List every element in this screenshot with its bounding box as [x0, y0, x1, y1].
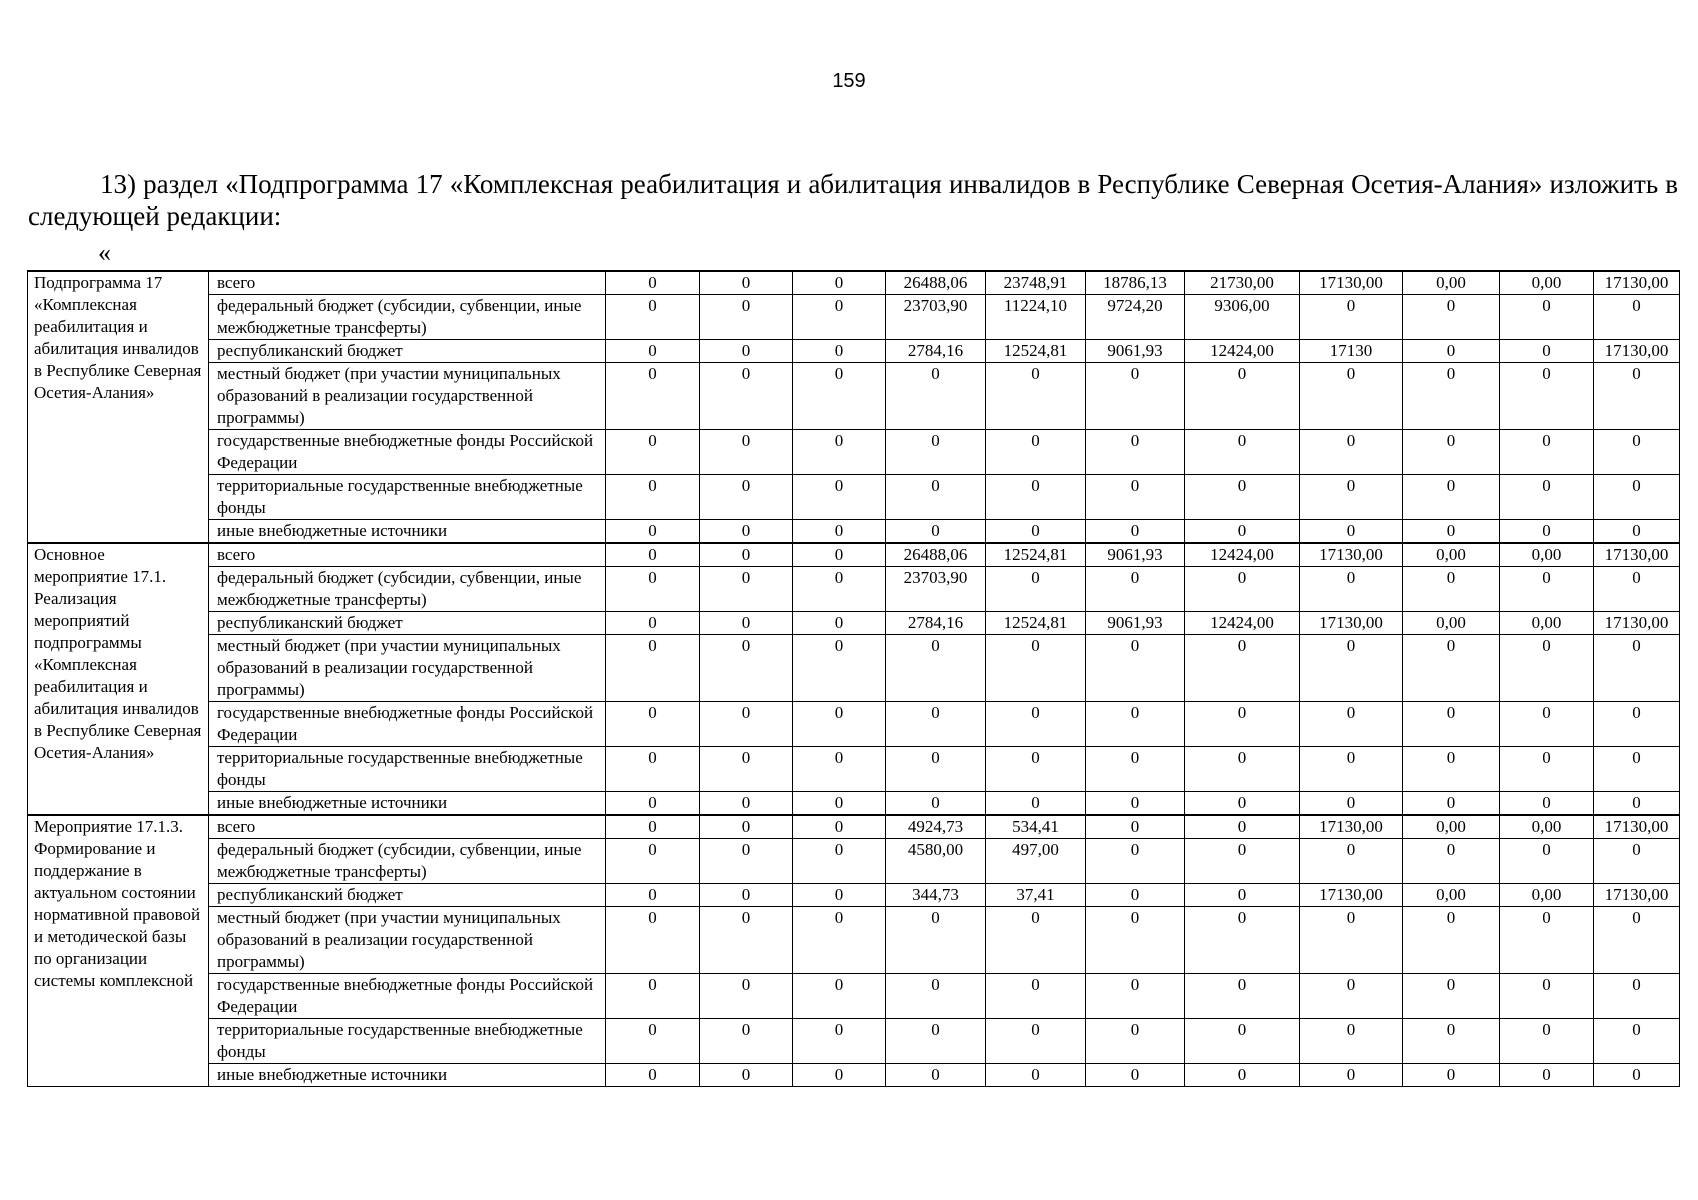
amount-cell: 17130,00 — [1300, 612, 1403, 635]
funding-source-cell: всего — [209, 543, 606, 567]
amount-cell: 0 — [986, 974, 1086, 1019]
amount-cell: 0 — [793, 543, 886, 567]
amount-cell: 0 — [1300, 475, 1403, 520]
amount-cell: 0,00 — [1500, 884, 1594, 907]
amount-cell: 9061,93 — [1086, 340, 1185, 363]
amount-cell: 0 — [793, 747, 886, 792]
amount-cell: 0 — [700, 430, 793, 475]
amount-cell: 0 — [1594, 635, 1680, 702]
amount-cell: 0 — [1086, 747, 1185, 792]
amount-cell: 2784,16 — [886, 612, 986, 635]
amount-cell: 0 — [1403, 702, 1500, 747]
funding-source-cell: всего — [209, 815, 606, 839]
table-row — [28, 543, 1680, 567]
amount-cell: 0 — [606, 567, 700, 612]
amount-cell: 0 — [1300, 1019, 1403, 1064]
amount-cell: 0 — [700, 839, 793, 884]
amount-cell: 0 — [1185, 1064, 1300, 1087]
amount-cell: 0 — [1185, 974, 1300, 1019]
amount-cell: 0 — [700, 271, 793, 295]
amount-cell: 0 — [1086, 567, 1185, 612]
table-row — [28, 612, 1680, 635]
amount-cell: 0 — [793, 271, 886, 295]
amount-cell: 0 — [1403, 839, 1500, 884]
funding-source-cell: государственные внебюджетные фонды Российской Федерации — [209, 702, 606, 747]
amount-cell: 0 — [1086, 475, 1185, 520]
amount-cell: 0 — [1185, 1019, 1300, 1064]
amount-cell: 9061,93 — [1086, 543, 1185, 567]
amount-cell: 26488,06 — [886, 543, 986, 567]
amount-cell: 0,00 — [1403, 884, 1500, 907]
amount-cell: 0 — [1086, 702, 1185, 747]
amount-cell: 0 — [1594, 792, 1680, 816]
amount-cell: 0 — [1500, 635, 1594, 702]
amount-cell: 0 — [1594, 1064, 1680, 1087]
amount-cell: 0 — [700, 635, 793, 702]
amount-cell: 0 — [886, 1019, 986, 1064]
amount-cell: 0 — [1300, 1064, 1403, 1087]
amount-cell: 0 — [700, 907, 793, 974]
amount-cell: 0 — [1500, 907, 1594, 974]
amount-cell: 0 — [1086, 430, 1185, 475]
amount-cell: 0 — [1594, 702, 1680, 747]
table-row — [28, 1064, 1680, 1087]
amount-cell: 0 — [1403, 907, 1500, 974]
amount-cell: 0 — [1500, 702, 1594, 747]
amount-cell: 0 — [1086, 363, 1185, 430]
amount-cell: 0 — [606, 702, 700, 747]
amount-cell: 0 — [700, 1019, 793, 1064]
amount-cell: 0 — [1300, 747, 1403, 792]
amount-cell: 0 — [793, 974, 886, 1019]
amount-cell: 344,73 — [886, 884, 986, 907]
funding-source-cell: иные внебюджетные источники — [209, 792, 606, 816]
amount-cell: 0 — [700, 340, 793, 363]
amount-cell: 0 — [700, 974, 793, 1019]
amount-cell: 0 — [1403, 430, 1500, 475]
page-number: 159 — [832, 70, 866, 92]
amount-cell: 0 — [793, 340, 886, 363]
intro-paragraph — [28, 168, 1678, 232]
amount-cell: 0 — [1500, 839, 1594, 884]
amount-cell: 0 — [1300, 635, 1403, 702]
program-name-cell: Мероприятие 17.1.3. Формирование и поддержание в актуальном состоянии нормативной правовой и методической базы по организации системы комплексной — [28, 815, 209, 1087]
amount-cell: 0 — [1594, 974, 1680, 1019]
amount-cell: 0 — [1300, 839, 1403, 884]
amount-cell: 0 — [793, 363, 886, 430]
amount-cell: 0 — [700, 567, 793, 612]
amount-cell: 0 — [1594, 295, 1680, 340]
funding-source-cell: федеральный бюджет (субсидии, субвенции, иные межбюджетные трансферты) — [209, 567, 606, 612]
amount-cell: 0 — [1185, 839, 1300, 884]
table-row — [28, 271, 1680, 295]
amount-cell: 0 — [886, 747, 986, 792]
amount-cell: 0 — [1185, 520, 1300, 544]
amount-cell: 0 — [700, 612, 793, 635]
amount-cell: 37,41 — [986, 884, 1086, 907]
amount-cell: 0 — [793, 295, 886, 340]
amount-cell: 17130,00 — [1594, 815, 1680, 839]
amount-cell: 534,41 — [986, 815, 1086, 839]
amount-cell: 0 — [986, 520, 1086, 544]
amount-cell: 0 — [1300, 430, 1403, 475]
table-row — [28, 702, 1680, 747]
amount-cell: 0 — [606, 815, 700, 839]
amount-cell: 0 — [1086, 815, 1185, 839]
amount-cell: 0 — [793, 635, 886, 702]
funding-source-cell: республиканский бюджет — [209, 884, 606, 907]
amount-cell: 0 — [793, 839, 886, 884]
amount-cell: 0 — [1300, 520, 1403, 544]
table-row — [28, 363, 1680, 430]
amount-cell: 0 — [700, 747, 793, 792]
table-row — [28, 839, 1680, 884]
amount-cell: 0 — [886, 475, 986, 520]
amount-cell: 0 — [606, 543, 700, 567]
amount-cell: 0,00 — [1500, 543, 1594, 567]
amount-cell: 0 — [793, 1064, 886, 1087]
amount-cell: 0 — [1086, 1019, 1185, 1064]
amount-cell: 0 — [986, 907, 1086, 974]
amount-cell: 21730,00 — [1185, 271, 1300, 295]
amount-cell: 0 — [886, 1064, 986, 1087]
amount-cell: 0 — [1185, 907, 1300, 974]
amount-cell: 0 — [1185, 363, 1300, 430]
amount-cell: 0 — [986, 635, 1086, 702]
amount-cell: 0 — [1403, 295, 1500, 340]
amount-cell: 0 — [1403, 747, 1500, 792]
amount-cell: 12424,00 — [1185, 612, 1300, 635]
amount-cell: 0,00 — [1500, 815, 1594, 839]
amount-cell: 0 — [606, 295, 700, 340]
amount-cell: 0 — [793, 702, 886, 747]
amount-cell: 0 — [1594, 839, 1680, 884]
amount-cell: 0 — [986, 567, 1086, 612]
amount-cell: 0 — [700, 1064, 793, 1087]
amount-cell: 0 — [793, 612, 886, 635]
amount-cell: 0 — [1086, 839, 1185, 884]
amount-cell: 0,00 — [1403, 543, 1500, 567]
amount-cell: 0 — [793, 520, 886, 544]
amount-cell: 0 — [1500, 792, 1594, 816]
amount-cell: 0 — [700, 884, 793, 907]
amount-cell: 17130,00 — [1594, 543, 1680, 567]
amount-cell: 0 — [1403, 363, 1500, 430]
table-row — [28, 815, 1680, 839]
amount-cell: 17130,00 — [1594, 271, 1680, 295]
funding-source-cell: местный бюджет (при участии муниципальных образований в реализации государственной программы) — [209, 907, 606, 974]
amount-cell: 0 — [886, 363, 986, 430]
amount-cell: 0 — [1086, 884, 1185, 907]
amount-cell: 0 — [986, 363, 1086, 430]
funding-source-cell: республиканский бюджет — [209, 612, 606, 635]
amount-cell: 0 — [700, 792, 793, 816]
amount-cell: 0 — [1500, 520, 1594, 544]
amount-cell: 0 — [986, 792, 1086, 816]
amount-cell: 17130,00 — [1594, 340, 1680, 363]
amount-cell: 0 — [1300, 792, 1403, 816]
amount-cell: 12524,81 — [986, 340, 1086, 363]
amount-cell: 0 — [1594, 747, 1680, 792]
amount-cell: 0 — [793, 567, 886, 612]
table-row — [28, 340, 1680, 363]
amount-cell: 12424,00 — [1185, 340, 1300, 363]
amount-cell: 0 — [1300, 702, 1403, 747]
amount-cell: 0 — [1300, 363, 1403, 430]
amount-cell: 0 — [1185, 430, 1300, 475]
amount-cell: 0 — [606, 430, 700, 475]
amount-cell: 0 — [886, 702, 986, 747]
amount-cell: 0,00 — [1403, 815, 1500, 839]
amount-cell: 0 — [986, 1019, 1086, 1064]
table-row — [28, 635, 1680, 702]
funding-source-cell: государственные внебюджетные фонды Российской Федерации — [209, 974, 606, 1019]
amount-cell: 0 — [886, 792, 986, 816]
amount-cell: 0 — [1185, 792, 1300, 816]
amount-cell: 0,00 — [1500, 612, 1594, 635]
amount-cell: 0 — [886, 430, 986, 475]
table-row — [28, 520, 1680, 544]
amount-cell: 0 — [606, 475, 700, 520]
amount-cell: 0 — [1594, 430, 1680, 475]
amount-cell: 0 — [700, 543, 793, 567]
amount-cell: 0 — [1300, 567, 1403, 612]
program-name-cell: Основное мероприятие 17.1. Реализация мероприятий подпрограммы «Комплексная реабилитация и абилитация инвалидов в Республике Северная Осетия-Алания» — [28, 543, 209, 815]
table-row — [28, 1019, 1680, 1064]
table-row — [28, 884, 1680, 907]
amount-cell: 0 — [1185, 635, 1300, 702]
amount-cell: 0 — [1185, 815, 1300, 839]
amount-cell: 17130,00 — [1300, 271, 1403, 295]
amount-cell: 23703,90 — [886, 295, 986, 340]
amount-cell: 0 — [1086, 520, 1185, 544]
amount-cell: 0 — [1500, 1019, 1594, 1064]
amount-cell: 0,00 — [1403, 612, 1500, 635]
amount-cell: 0 — [1500, 363, 1594, 430]
table-row — [28, 430, 1680, 475]
table-row — [28, 475, 1680, 520]
amount-cell: 9061,93 — [1086, 612, 1185, 635]
amount-cell: 0 — [1403, 1019, 1500, 1064]
amount-cell: 0 — [986, 1064, 1086, 1087]
amount-cell: 9306,00 — [1185, 295, 1300, 340]
amount-cell: 0 — [793, 430, 886, 475]
amount-cell: 0 — [606, 635, 700, 702]
amount-cell: 0 — [700, 702, 793, 747]
funding-source-cell: иные внебюджетные источники — [209, 520, 606, 544]
amount-cell: 0 — [886, 907, 986, 974]
amount-cell: 17130,00 — [1300, 815, 1403, 839]
amount-cell: 17130 — [1300, 340, 1403, 363]
amount-cell: 0 — [1403, 635, 1500, 702]
amount-cell: 0 — [1594, 567, 1680, 612]
amount-cell: 0 — [1500, 430, 1594, 475]
amount-cell: 0 — [1185, 884, 1300, 907]
amount-cell: 0 — [1500, 1064, 1594, 1087]
amount-cell: 23703,90 — [886, 567, 986, 612]
intro-text: 13) раздел «Подпрограмма 17 «Комплексная реабилитация и абилитация инвалидов в Республике Северная Осетия-Алания» изложить в следующей редакции: — [28, 169, 1678, 231]
amount-cell: 0 — [606, 884, 700, 907]
funding-source-cell: иные внебюджетные источники — [209, 1064, 606, 1087]
amount-cell: 0 — [606, 612, 700, 635]
amount-cell: 0 — [1300, 974, 1403, 1019]
amount-cell: 0 — [986, 747, 1086, 792]
amount-cell: 0 — [1594, 363, 1680, 430]
amount-cell: 0 — [1500, 295, 1594, 340]
funding-source-cell: территориальные государственные внебюджетные фонды — [209, 475, 606, 520]
amount-cell: 0 — [1185, 747, 1300, 792]
amount-cell: 0,00 — [1500, 271, 1594, 295]
amount-cell: 0 — [1185, 702, 1300, 747]
amount-cell: 0 — [1403, 974, 1500, 1019]
table-row — [28, 907, 1680, 974]
amount-cell: 17130,00 — [1594, 612, 1680, 635]
funding-source-cell: территориальные государственные внебюджетные фонды — [209, 1019, 606, 1064]
amount-cell: 0 — [1185, 475, 1300, 520]
financing-table — [27, 270, 1680, 1087]
amount-cell: 0 — [793, 907, 886, 974]
table-row — [28, 974, 1680, 1019]
amount-cell: 2784,16 — [886, 340, 986, 363]
amount-cell: 4580,00 — [886, 839, 986, 884]
amount-cell: 11224,10 — [986, 295, 1086, 340]
amount-cell: 0 — [886, 635, 986, 702]
amount-cell: 0 — [1300, 907, 1403, 974]
amount-cell: 0 — [1500, 340, 1594, 363]
amount-cell: 0 — [1403, 475, 1500, 520]
amount-cell: 12524,81 — [986, 543, 1086, 567]
amount-cell: 0 — [793, 1019, 886, 1064]
amount-cell: 0 — [1403, 792, 1500, 816]
financing-table-body — [28, 271, 1680, 1087]
amount-cell: 0 — [606, 363, 700, 430]
amount-cell: 0 — [606, 1064, 700, 1087]
amount-cell: 0 — [606, 907, 700, 974]
amount-cell: 0 — [986, 702, 1086, 747]
amount-cell: 0 — [1086, 1064, 1185, 1087]
funding-source-cell: местный бюджет (при участии муниципальных образований в реализации государственной программы) — [209, 635, 606, 702]
amount-cell: 17130,00 — [1594, 884, 1680, 907]
amount-cell: 0 — [1500, 475, 1594, 520]
amount-cell: 0 — [1594, 520, 1680, 544]
table-row — [28, 567, 1680, 612]
table-row — [28, 747, 1680, 792]
opening-quote-mark: « — [98, 238, 111, 267]
amount-cell: 0 — [1500, 747, 1594, 792]
amount-cell: 0 — [606, 271, 700, 295]
amount-cell: 0 — [793, 884, 886, 907]
amount-cell: 18786,13 — [1086, 271, 1185, 295]
amount-cell: 0 — [1594, 1019, 1680, 1064]
amount-cell: 0,00 — [1403, 271, 1500, 295]
amount-cell: 0 — [793, 475, 886, 520]
amount-cell: 0 — [606, 839, 700, 884]
amount-cell: 0 — [1403, 1064, 1500, 1087]
amount-cell: 497,00 — [986, 839, 1086, 884]
amount-cell: 0 — [606, 520, 700, 544]
funding-source-cell: республиканский бюджет — [209, 340, 606, 363]
amount-cell: 0 — [700, 475, 793, 520]
amount-cell: 12424,00 — [1185, 543, 1300, 567]
amount-cell: 0 — [1086, 635, 1185, 702]
funding-source-cell: местный бюджет (при участии муниципальных образований в реализации государственной программы) — [209, 363, 606, 430]
amount-cell: 0 — [1594, 907, 1680, 974]
amount-cell: 0 — [1086, 792, 1185, 816]
table-row — [28, 792, 1680, 816]
funding-source-cell: федеральный бюджет (субсидии, субвенции, иные межбюджетные трансферты) — [209, 839, 606, 884]
amount-cell: 26488,06 — [886, 271, 986, 295]
amount-cell: 0 — [1086, 907, 1185, 974]
amount-cell: 0 — [606, 974, 700, 1019]
amount-cell: 0 — [1594, 475, 1680, 520]
amount-cell: 0 — [1086, 974, 1185, 1019]
amount-cell: 0 — [1403, 340, 1500, 363]
amount-cell: 0 — [1403, 520, 1500, 544]
amount-cell: 0 — [1403, 567, 1500, 612]
amount-cell: 4924,73 — [886, 815, 986, 839]
amount-cell: 0 — [700, 295, 793, 340]
amount-cell: 0 — [606, 792, 700, 816]
funding-source-cell: территориальные государственные внебюджетные фонды — [209, 747, 606, 792]
amount-cell: 0 — [793, 792, 886, 816]
amount-cell: 0 — [886, 520, 986, 544]
amount-cell: 0 — [606, 747, 700, 792]
amount-cell: 0 — [793, 815, 886, 839]
amount-cell: 0 — [1300, 295, 1403, 340]
amount-cell: 0 — [1500, 974, 1594, 1019]
amount-cell: 0 — [606, 1019, 700, 1064]
amount-cell: 17130,00 — [1300, 543, 1403, 567]
funding-source-cell: всего — [209, 271, 606, 295]
amount-cell: 0 — [986, 475, 1086, 520]
amount-cell: 0 — [700, 815, 793, 839]
amount-cell: 0 — [986, 430, 1086, 475]
amount-cell: 23748,91 — [986, 271, 1086, 295]
amount-cell: 0 — [700, 520, 793, 544]
program-name-cell: Подпрограмма 17 «Комплексная реабилитация и абилитация инвалидов в Республике Северная Осетия-Алания» — [28, 271, 209, 543]
amount-cell: 0 — [700, 363, 793, 430]
amount-cell: 9724,20 — [1086, 295, 1185, 340]
funding-source-cell: федеральный бюджет (субсидии, субвенции, иные межбюджетные трансферты) — [209, 295, 606, 340]
amount-cell: 0 — [886, 974, 986, 1019]
table-row — [28, 295, 1680, 340]
amount-cell: 0 — [1185, 567, 1300, 612]
amount-cell: 17130,00 — [1300, 884, 1403, 907]
funding-source-cell: государственные внебюджетные фонды Российской Федерации — [209, 430, 606, 475]
amount-cell: 0 — [606, 340, 700, 363]
amount-cell: 0 — [1500, 567, 1594, 612]
amount-cell: 12524,81 — [986, 612, 1086, 635]
